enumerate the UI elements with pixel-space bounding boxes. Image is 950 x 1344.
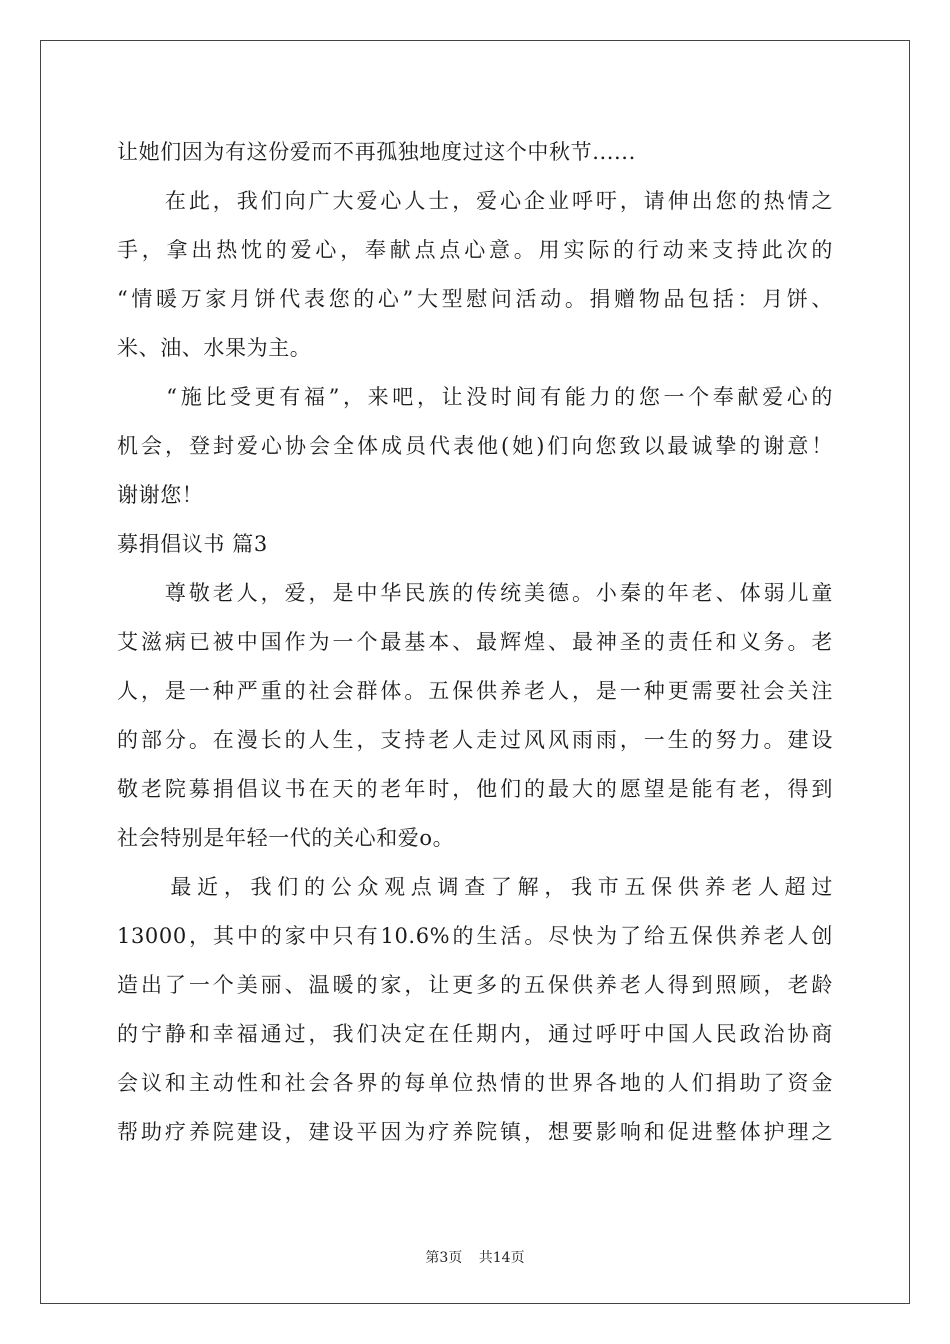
page-number: 第3页 (425, 1250, 463, 1266)
text-line: “施比受更有福”，来吧，让没时间有能力的您一个奉献爱心的 (117, 385, 833, 409)
text-line: 社会特别是年轻一代的关心和爱o。 (117, 826, 455, 850)
text-line: 让她们因为有这份爱而不再孤独地度过这个中秋节...... (117, 140, 636, 164)
page-footer (0, 1247, 950, 1267)
text-line: 谢谢您！ (117, 483, 204, 507)
text-line: 尊敬老人，爱，是中华民族的传统美德。小秦的年老、体弱儿童 (117, 581, 833, 605)
text-line: 会议和主动性和社会各界的每单位热情的世界各地的人们捐助了资金 (117, 1071, 833, 1095)
text-line: “情暖万家月饼代表您的心”大型慰问活动。捐赠物品包括：月饼、 (117, 287, 833, 311)
text-line: 最近，我们的公众观点调查了解，我市五保供养老人超过 (117, 875, 833, 899)
text-line: 机会，登封爱心协会全体成员代表他(她)们向您致以最诚挚的谢意！ (117, 434, 833, 458)
text-line: 的部分。在漫长的人生，支持老人走过风风雨雨，一生的努力。建设 (117, 728, 833, 752)
text-line: 13000，其中的家中只有10.6%的生活。尽快为了给五保供养老人创 (117, 924, 833, 948)
text-line: 人，是一种严重的社会群体。五保供养老人，是一种更需要社会关注 (117, 679, 833, 703)
text-line: 敬老院募捐倡议书在天的老年时，他们的最大的愿望是能有老，得到 (117, 777, 833, 801)
text-line: 造出了一个美丽、温暖的家，让更多的五保供养老人得到照顾，老龄 (117, 973, 833, 997)
text-line: 在此，我们向广大爱心人士，爱心企业呼吁，请伸出您的热情之 (117, 189, 833, 213)
text-line: 帮助疗养院建设，建设平因为疗养院镇，想要影响和促进整体护理之 (117, 1120, 833, 1144)
text-line: 的宁静和幸福通过，我们决定在任期内，通过呼吁中国人民政治协商 (117, 1022, 833, 1046)
text-line: 手，拿出热忱的爱心，奉献点点心意。用实际的行动来支持此次的 (117, 238, 833, 262)
page-total: 共14页 (478, 1250, 525, 1266)
document-body (117, 128, 833, 1157)
text-line: 艾滋病已被中国作为一个最基本、最辉煌、最神圣的责任和义务。老 (117, 630, 833, 654)
text-line: 米、油、水果为主。 (117, 336, 312, 360)
section-heading: 募捐倡议书 篇3 (117, 532, 268, 556)
